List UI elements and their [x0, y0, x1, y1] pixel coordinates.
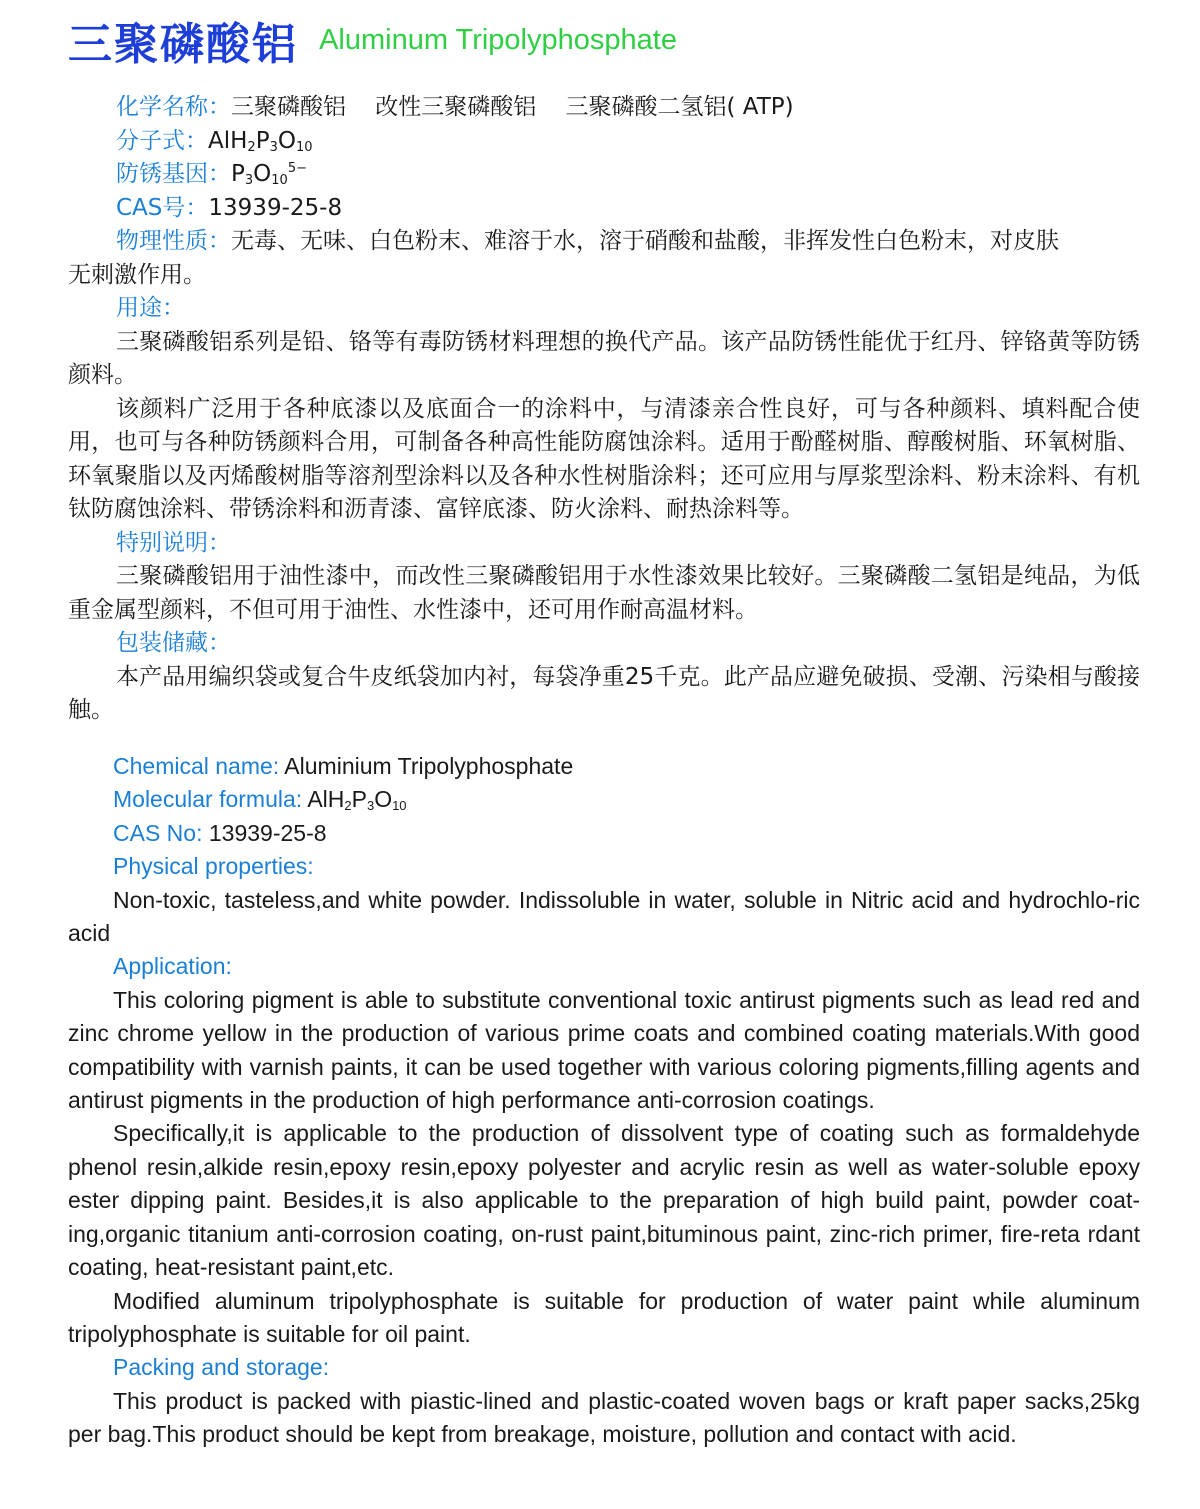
chinese-section	[68, 91, 1140, 728]
formula-sub: 10	[392, 798, 407, 814]
cn-phys-row	[68, 225, 1140, 259]
english-section	[68, 750, 1140, 1452]
title-row	[68, 8, 677, 72]
cn-cas-label: CAS号：	[116, 194, 209, 221]
cn-use-paragraph-1: 三聚磷酸铝系列是铅、铬等有毒防锈材料理想的换代产品。该产品防锈性能优于红丹、锌铬黄等防锈颜料。	[68, 328, 1140, 388]
cn-gene-value	[231, 161, 307, 187]
formula-sub: 2	[247, 139, 256, 155]
formula-part: P	[351, 786, 367, 813]
cn-phys-label: 物理性质：	[116, 228, 231, 254]
gene-sup: 5−	[287, 161, 307, 176]
formula-sub: 3	[269, 139, 278, 155]
en-phys-paragraph: Non-toxic, tasteless,and white powder. Indissoluble in water, soluble in Nitric acid and hydrochlo-ric acid	[68, 886, 1140, 947]
cn-chem-name-value: 三聚磷酸铝 改性三聚磷酸铝 三聚磷酸二氢铝( ATP)	[231, 94, 794, 120]
en-chem-name-label: Chemical name:	[113, 753, 280, 779]
cn-chem-name-row	[68, 91, 1140, 125]
cn-chem-name-label: 化学名称：	[116, 94, 231, 120]
formula-sub: 3	[366, 798, 375, 814]
en-cas-label: CAS No:	[113, 819, 203, 846]
formula-part: O	[277, 127, 296, 154]
en-formula-row	[68, 783, 1140, 816]
en-pack-label: Packing and storage:	[113, 1354, 330, 1381]
cn-phys-continuation: 无刺激作用。	[68, 261, 206, 288]
title-english: Aluminum Tripolyphosphate	[319, 23, 677, 56]
cn-use-paragraph-2: 该颜料广泛用于各种底漆以及底面合一的涂料中，与清漆亲合性良好，可与各种颜料、填料配合使用，也可与各种防锈颜料合用，可制备各种高性能防腐蚀涂料。适用于酚醛树脂、醇酸树脂、环氧树脂、环氧聚脂以及丙烯酸树脂等溶剂型涂料以及各种水性树脂涂料；还可应用与厚浆型涂料、粉末涂料、有机钛防腐蚀涂料、带锈涂料和沥青漆、富锌底漆、防火涂料、耐热涂料等。	[68, 395, 1140, 522]
gene-sub: 3	[244, 173, 254, 188]
cn-pack-paragraph: 本产品用编织袋或复合牛皮纸袋加内衬，每袋净重25千克。此产品应避免破损、受潮、污染相与酸接触。	[68, 663, 1140, 723]
en-app-label: Application:	[113, 953, 232, 980]
gene-sub: 10	[271, 173, 288, 188]
cn-use-label: 用途：	[116, 295, 185, 321]
en-formula-value	[307, 786, 406, 812]
en-chem-name-row	[68, 750, 1140, 783]
en-cas-value: 13939-25-8	[202, 819, 327, 846]
en-app-paragraph-2: Specifically,it is applicable to the production of dissolvent type of coating such as formaldehyde phenol resin,alkide resin,epoxy resin,epoxy polyester and acrylic resin as well as water-soluble epoxy ester dipping paint. Besides,it is also applicable to the preparation of high build paint, powder coat-ing,organic titanium anti-corrosion coating, on-rust paint,bituminous paint, zinc-rich primer, fire-reta rdant coating, heat-resistant paint,etc.	[68, 1120, 1140, 1281]
formula-part: AlH	[307, 786, 345, 813]
cn-special-paragraph: 三聚磷酸铝用于油性漆中，而改性三聚磷酸铝用于水性漆效果比较好。三聚磷酸二氢铝是纯品，为低重金属型颜料，不但可用于油性、水性漆中，还可用作耐高温材料。	[68, 563, 1140, 623]
en-phys-label: Physical properties:	[113, 853, 314, 880]
cn-cas-row	[68, 192, 1140, 226]
en-formula-label: Molecular formula:	[113, 786, 303, 813]
en-app-paragraph-1: This coloring pigment is able to substitute conventional toxic antirust pigments such as lead red and zinc chrome yellow in the production of various prime coats and combined coating materials.With good compatibility with varnish paints, it can be used together with various coloring pigments,filling agents and antirust pigments in the production of high performance anti-corrosion coatings.	[68, 986, 1140, 1114]
en-cas-row	[68, 817, 1140, 850]
formula-sub: 10	[295, 139, 313, 155]
cn-formula-value	[208, 128, 313, 154]
cn-formula-label: 分子式：	[116, 127, 208, 154]
en-chem-name-value: Aluminium Tripolyphosphate	[279, 753, 574, 779]
gene-part: P	[231, 161, 245, 187]
en-app-paragraph-3: Modified aluminum tripolyphosphate is suitable for production of water paint while aluminum tripolyphosphate is suitable for oil paint.	[68, 1287, 1140, 1347]
cn-formula-row	[68, 125, 1140, 159]
gene-part: O	[253, 161, 272, 187]
cn-gene-row	[68, 158, 1140, 192]
cn-special-label: 特别说明：	[116, 529, 231, 556]
cn-pack-label: 包装储藏：	[116, 630, 231, 656]
title-chinese: 三聚磷酸铝	[68, 19, 298, 70]
formula-sub: 2	[344, 798, 352, 814]
cn-cas-value: 13939-25-8	[208, 194, 343, 221]
formula-part: P	[255, 127, 270, 154]
en-pack-paragraph: This product is packed with piastic-lined and plastic-coated woven bags or kraft paper sacks,25kg per bag.This product should be kept from breakage, moisture, pollution and contact with acid.	[68, 1387, 1140, 1448]
cn-gene-label: 防锈基因：	[116, 161, 231, 187]
formula-part: O	[374, 786, 393, 813]
cn-phys-value-1: 无毒、无味、白色粉末、难溶于水，溶于硝酸和盐酸，非挥发性白色粉末，对皮肤	[231, 228, 1059, 254]
formula-part: AlH	[208, 127, 248, 154]
